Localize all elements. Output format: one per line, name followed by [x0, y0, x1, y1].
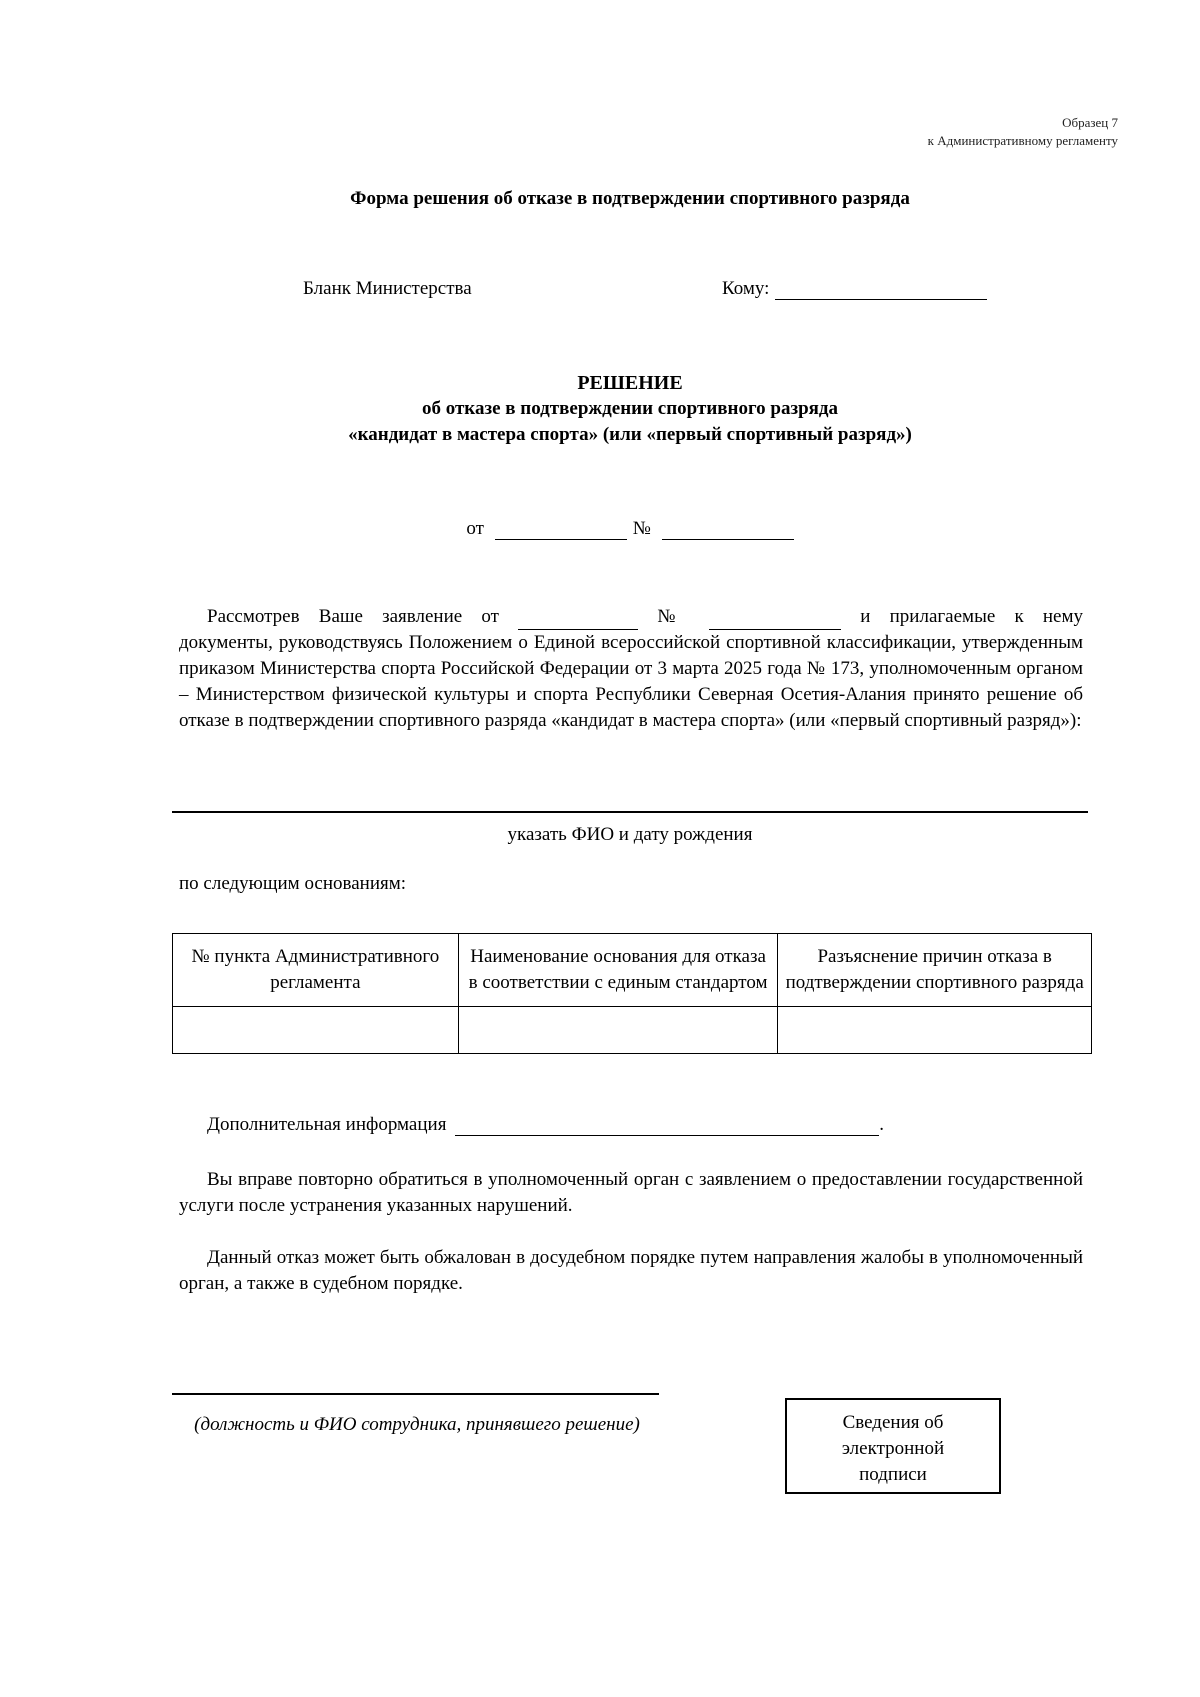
number-blank-line: [662, 519, 794, 540]
intro-end-text: и прилагаемые к нему: [860, 606, 1083, 627]
additional-info-label: Дополнительная информация: [207, 1114, 447, 1135]
intro-number-sign: №: [657, 606, 690, 627]
sample-reference-text: к Административному регламенту: [927, 133, 1118, 148]
intro-paragraph: [179, 604, 1083, 734]
decision-subtitle-2: «кандидат в мастера спорта» (или «первый спортивный разряд»): [348, 424, 912, 445]
recipient-blank-line: [775, 279, 987, 300]
additional-info-blank: [455, 1115, 879, 1136]
letterhead-blank-label: Бланк Министерства: [303, 278, 472, 299]
date-blank-line: [495, 519, 627, 540]
electronic-signature-text: Сведения об электронной подписи: [841, 1412, 945, 1485]
date-from-label: от: [466, 518, 484, 539]
grounds-label: по следующим основаниям:: [179, 873, 407, 894]
table-cell: [778, 1007, 1092, 1054]
table-row: [173, 1007, 1092, 1054]
header-cell-explanation: Разъяснение причин отказа в подтверждении спортивного разряда: [778, 934, 1092, 1007]
recipient-field: [722, 278, 987, 300]
header-cell-ground: Наименование основания для отказа в соответствии с единым стандартом: [458, 934, 778, 1007]
table-cell: [458, 1007, 778, 1054]
number-label: №: [632, 518, 651, 539]
intro-first-line: [179, 604, 1083, 630]
form-title: Форма решения об отказе в подтверждении спортивного разряда: [350, 188, 910, 209]
name-caption: указать ФИО и дату рождения: [507, 824, 753, 845]
additional-info-field: [207, 1114, 884, 1136]
decision-heading-block: [0, 370, 1200, 448]
additional-info-end: .: [879, 1114, 884, 1135]
signature-line: [172, 1393, 659, 1395]
electronic-signature-box: [785, 1398, 1001, 1494]
decision-heading: РЕШЕНИЕ: [577, 372, 683, 394]
intro-start-text: Рассмотрев Ваше заявление от: [207, 606, 499, 627]
application-number-blank: [709, 609, 841, 630]
reapply-notice: Вы вправе повторно обратиться в уполномоченный орган с заявлением о предоставлении государственной услуги после устранения указанных нарушений.: [179, 1169, 1083, 1216]
application-date-blank: [518, 609, 638, 630]
intro-rest-text: документы, руководствуясь Положением о Единой всероссийской спортивной классификации, утвержденным приказом Министерства спорта Российской Федерации от 3 марта 2025 года № 173, уполномоченным органом – Министерством физической культуры и спорта Республики Северная Осетия-Алания принято решение об отказе в подтверждении спортивного разряда «кандидат в мастера спорта» (или «первый спортивный разряд»):: [179, 632, 1083, 731]
header-cell-clause: № пункта Административного регламента: [173, 934, 459, 1007]
decision-subtitle-1: об отказе в подтверждении спортивного разряда: [421, 398, 839, 419]
signature-caption: (должность и ФИО сотрудника, принявшего решение): [194, 1414, 640, 1435]
table-header-row: [173, 934, 1092, 1007]
decision-date-number-line: [0, 518, 1200, 540]
appeal-notice: Данный отказ может быть обжалован в досудебном порядке путем направления жалобы в уполномоченный орган, а также в судебном порядке.: [179, 1247, 1083, 1294]
table-cell: [173, 1007, 459, 1054]
name-fill-line: [172, 811, 1088, 813]
sample-reference: [928, 114, 1118, 150]
sample-number: Образец 7: [1062, 115, 1118, 130]
recipient-label: Кому:: [722, 278, 770, 299]
refusal-grounds-table: [172, 933, 1092, 1054]
